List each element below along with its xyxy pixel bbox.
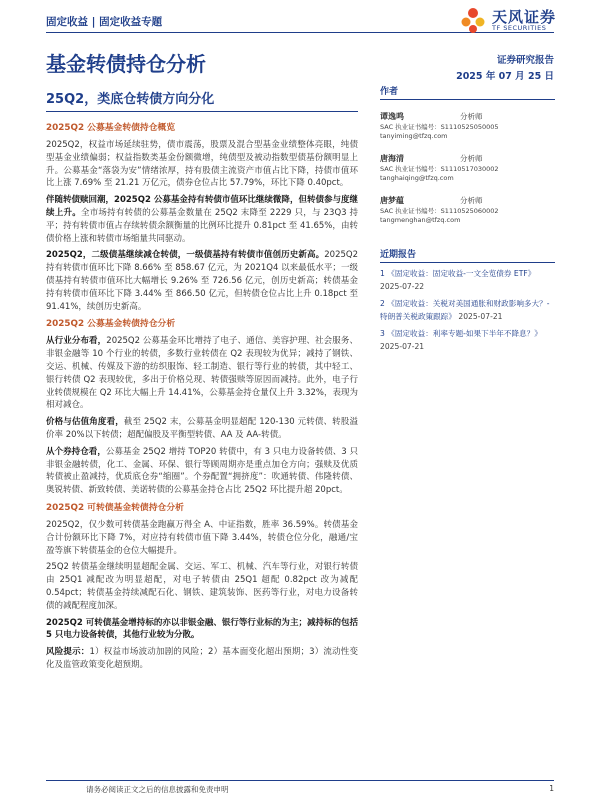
author-card bbox=[380, 188, 555, 225]
footer-disclaimer: 请务必阅读正文之后的信息披露和免责申明 bbox=[86, 785, 229, 794]
paragraph: 2025Q2 可转债基金增持标的亦以非银金融、银行等行业标的为主；减持标的包括 5 只电力设备转债，其他行业较为分散。 bbox=[46, 617, 358, 641]
author-role: 分析师 bbox=[460, 154, 483, 163]
author-role: 分析师 bbox=[460, 196, 483, 205]
company-logo bbox=[458, 4, 578, 36]
recent-report-link[interactable]: 2 《固定收益：关税对美国通胀和财政影响多大？-特朗普关税政策跟踪》 2025-07-21 bbox=[380, 299, 550, 321]
subtitle-divider bbox=[46, 111, 358, 112]
author-name: 谭逸鸣 bbox=[380, 112, 404, 121]
author-name: 唐海清 bbox=[380, 154, 404, 163]
logo-text-en: TF SECURITIES bbox=[492, 24, 547, 32]
author-name: 唐梦蕴 bbox=[380, 196, 404, 205]
report-subtitle: 25Q2，类底仓转债方向分化 bbox=[46, 92, 215, 107]
report-date: 2025 年 07 月 25 日 bbox=[456, 71, 554, 82]
paragraph: 从行业分布看，2025Q2 公募基金环比增持了电子、通信、美容护理、社会服务、非银金融等 10 个行业的转债，多数行业转债在 Q2 表现较为优异；减持了钢铁、交运、机械、传媒及下游的纺织服饰、轻工制造、银行等行业的转债，其中轻工、银行转债 Q2 表现较优，多出于价格兑现、转债强赎等原因而减持。此外，电子行业转债规模在 Q2 环比大幅上升 14.41%，公募基金持仓量仅上升 3.32%，表现为相对减仓。 bbox=[46, 336, 358, 411]
author-cert: SAC 执业证书编号：S1110517030002 bbox=[380, 165, 499, 173]
footer bbox=[46, 780, 554, 794]
paragraph: 伴随转债赎回潮，2025Q2 公募基金持有转债市值环比继续微降，但转债参与度继续上升。全市场持有转债的公募基金数量在 25Q2 末降至 2229 只，与 23Q3 持平；持有转债市值占存续转债余额衡量的比例环比提升 0.81pct 至 41.65%，由转债价格上涨和转债市场缩量共同驱动。 bbox=[46, 195, 358, 244]
paragraph: 2025Q2，二级债基继续减仓转债，一级债基持有转债市值创历史新高。2025Q2 持有转债市值环比下降 8.66% 至 858.67 亿元，为 2021Q4 以来最低水平；一级债基持有转债市值环比大幅增长 9.26% 至 726.56 亿元，创历史新高；转债基金持有转债市值环比下降 3.44% 至 866.50 亿元，但转债仓位占比上升 0.18pct 至 91.41%，续创历史新高。 bbox=[46, 250, 358, 312]
author-cert: SAC 执业证书编号：S1110525060002 bbox=[380, 207, 499, 215]
report-title: 基金转债持仓分析 bbox=[46, 52, 206, 76]
paragraph: 从个券持仓看，公募基金 25Q2 增持 TOP20 转债中，有 3 只电力设备转债、3 只非银金融转债，化工、金属、环保、银行等顾周期亦是重点加仓方向；强赎及优质转债被止盈减持，优质底仓券“缩圈”。个券配置“拥挤度”：吹通转债、伟隆转债、奥锐转债、新致转债、美诺转债的公募基金持仓占比 25Q2 环比提升超 20pct。 bbox=[46, 446, 358, 496]
author-cert: SAC 执业证书编号：S1110525050005 bbox=[380, 123, 499, 131]
section-heading: 2025Q2 可转债基金转债持仓分析 bbox=[46, 502, 184, 513]
author-email[interactable]: tanghaiqing@tfzq.com bbox=[380, 174, 454, 182]
page-number: 1 bbox=[549, 784, 554, 793]
report-type: 证券研究报告 bbox=[496, 55, 554, 66]
authors-heading: 作者 bbox=[380, 84, 555, 100]
report-body bbox=[46, 118, 358, 676]
section-heading: 2025Q2 公募基金转债持仓分析 bbox=[46, 319, 176, 330]
paragraph: 25Q2 转债基金继续明显超配金属、交运、军工、机械、汽车等行业，对银行转债由 25Q1 减配改为明显超配，对电子转债由 25Q1 超配 0.82pct 改为减配 0.54pct；转债基金持续减配石化、钢铁、建筑装饰、医药等行业，对电力设备转债的减配程度加深。 bbox=[46, 562, 358, 611]
logo-mark-icon bbox=[458, 4, 488, 34]
author-email[interactable]: tangmenghan@tfzq.com bbox=[380, 216, 461, 224]
recent-heading: 近期报告 bbox=[380, 247, 555, 263]
breadcrumb: 固定收益 | 固定收益专题 bbox=[46, 16, 163, 28]
paragraph: 2025Q2，仅少数可转债基金跑赢万得全 A、中证指数，胜率 36.59%。转债基金合计份额环比下降 7%，对应持有转债市值下降 3.44%，转债仓位分化，融通/宝盈等旗下转债基金的仓位大幅提升。 bbox=[46, 519, 358, 556]
author-email[interactable]: tanyiming@tfzq.com bbox=[380, 132, 448, 140]
risk-warning: 风险提示：1）权益市场波动加剧的风险；2）基本面变化超出预期；3）流动性变化及监管政策变化超预期。 bbox=[46, 647, 358, 670]
logo-text-cn: 天风证券 bbox=[492, 8, 557, 26]
recent-reports bbox=[380, 247, 555, 353]
paragraph: 价格与估值角度看，截至 25Q2 末，公募基金明显超配 120-130 元转债、转股溢价率 20%以下转债；超配偏股及平衡型转债、AA 及 AA-转债。 bbox=[46, 417, 358, 440]
recent-report-link[interactable]: 1 《固定收益：固定收益-一文全览债券 ETF》 2025-07-22 bbox=[380, 269, 536, 291]
paragraph: 2025Q2，权益市场延续驻势，债市震荡，股票及混合型基金业绩整体亮眼，纯债型基金业绩偏弱；权益指数类基金份额微增，纯债型及被动指数型债基份额明显上升。公募基金“落袋为安”情绪浓厚，持有股债主流资产市值占比下降，持债市值环比上涨 7.69% 至 21.21 万亿元，债券仓位占比 57.79%，环比下降 0.40pct。 bbox=[46, 140, 358, 189]
author-card bbox=[380, 104, 555, 141]
recent-report-link[interactable]: 3 《固定收益：利率专题-如果下半年不降息？》 2025-07-21 bbox=[380, 329, 542, 351]
author-role: 分析师 bbox=[460, 112, 483, 121]
author-card bbox=[380, 146, 555, 183]
section-heading: 2025Q2 公募基金转债持仓概览 bbox=[46, 123, 176, 133]
sidebar bbox=[380, 84, 555, 357]
